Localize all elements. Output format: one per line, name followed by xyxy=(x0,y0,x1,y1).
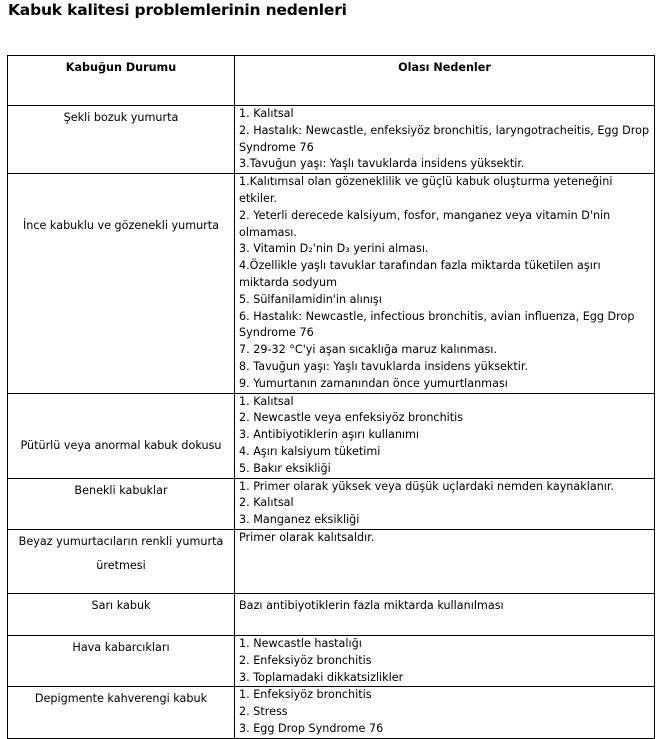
cause-item: 3.Tavuğun yaşı: Yaşlı tavuklarda insidens yüksektir. xyxy=(239,157,525,171)
table-row xyxy=(8,393,655,478)
table-header-row xyxy=(8,56,655,106)
causes-cell xyxy=(235,106,655,174)
cause-item: Bazı antibiyotiklerin fazla miktarda kullanılması xyxy=(239,598,504,612)
cause-item: 2. Stress xyxy=(239,705,288,719)
cause-item: 2. Enfeksiyöz bronchitis xyxy=(239,653,372,667)
table-row xyxy=(8,478,655,529)
cause-item: 1. Kalıtsal xyxy=(239,107,294,120)
causes-cell xyxy=(235,593,655,635)
table-row xyxy=(8,529,655,593)
cause-item: 1. Kalıtsal xyxy=(239,394,294,408)
causes-cell xyxy=(235,174,655,393)
cause-item: 6. Hastalık: Newcastle, infectious bronchitis, avian influenza, Egg Drop Syndrome 76 xyxy=(239,309,635,340)
cause-item: 4.Özellikle yaşlı tavuklar tarafından fazla miktarda tüketilen aşırı miktarda sodyum xyxy=(239,259,601,289)
header-shell-condition: Kabuğun Durumu xyxy=(8,56,235,106)
table-row xyxy=(8,174,655,393)
cause-item: 2. Newcastle veya enfeksiyöz bronchitis xyxy=(239,411,464,425)
cause-item: 3. Manganez eksikliği xyxy=(239,513,360,527)
cause-item: 9. Yumurtanın zamanından önce yumurtlanması xyxy=(239,376,508,390)
cause-item: 3. Egg Drop Syndrome 76 xyxy=(239,721,384,735)
causes-cell xyxy=(235,393,655,478)
causes-cell xyxy=(235,478,655,529)
cause-item: 1.Kalıtımsal olan gözeneklilik ve güçlü kabuk oluşturma yeteneğini etkiler. xyxy=(239,175,613,205)
cause-item: 5. Sülfanilamidin'in alınışı xyxy=(239,292,382,306)
cause-item: 3. Antibiyotiklerin aşırı kullanımı xyxy=(239,428,420,442)
condition-cell: Hava kabarcıkları xyxy=(8,635,235,686)
cause-item: 3. Vitamin D₂'nin D₃ yerini alması. xyxy=(239,242,429,256)
condition-cell: Sarı kabuk xyxy=(8,593,235,635)
condition-cell: İnce kabuklu ve gözenekli yumurta xyxy=(8,174,235,393)
table-row xyxy=(8,635,655,686)
cause-item: 1. Enfeksiyöz bronchitis xyxy=(239,688,372,702)
condition-cell: Beyaz yumurtacıların renkli yumurta üretmesi xyxy=(8,529,235,593)
causes-cell xyxy=(235,635,655,686)
condition-cell: Benekli kabuklar xyxy=(8,478,235,529)
header-possible-causes: Olası Nedenler xyxy=(235,56,655,106)
condition-cell: Depigmente kahverengi kabuk xyxy=(8,687,235,738)
cause-item: Primer olarak kalıtsaldır. xyxy=(239,530,375,544)
cause-item: 2. Hastalık: Newcastle, enfeksiyöz bronchitis, laryngotracheitis, Egg Drop Syndrome 76 xyxy=(239,123,650,154)
cause-item: 2. Yeterli derecede kalsiyum, fosfor, manganez veya vitamin D'nin olmaması. xyxy=(239,208,611,239)
table-row xyxy=(8,593,655,635)
condition-cell: Şekli bozuk yumurta xyxy=(8,106,235,174)
table-row xyxy=(8,106,655,174)
cause-item: 1. Primer olarak yüksek veya düşük uçlardaki nemden kaynaklanır. xyxy=(239,479,615,493)
cause-item: 7. 29-32 °C'yi aşan sıcaklığa maruz kalınması. xyxy=(239,343,497,357)
cause-item: 2. Kalıtsal xyxy=(239,496,294,510)
cause-item: 4. Aşırı kalsiyum tüketimi xyxy=(239,444,381,458)
cause-item: 5. Bakır eksikliği xyxy=(239,461,331,475)
cause-item: 1. Newcastle hastalığı xyxy=(239,636,362,650)
condition-cell: Pütürlü veya anormal kabuk dokusu xyxy=(8,393,235,478)
cause-item: 3. Toplamadaki dikkatsizlikler xyxy=(239,670,404,684)
shell-problems-table xyxy=(7,55,655,739)
causes-cell xyxy=(235,529,655,593)
causes-cell xyxy=(235,687,655,738)
cause-item: 8. Tavuğun yaşı: Yaşlı tavuklarda insidens yüksektir. xyxy=(239,359,529,373)
page-title: Kabuk kalitesi problemlerinin nedenleri xyxy=(8,1,347,19)
table-row xyxy=(8,687,655,738)
